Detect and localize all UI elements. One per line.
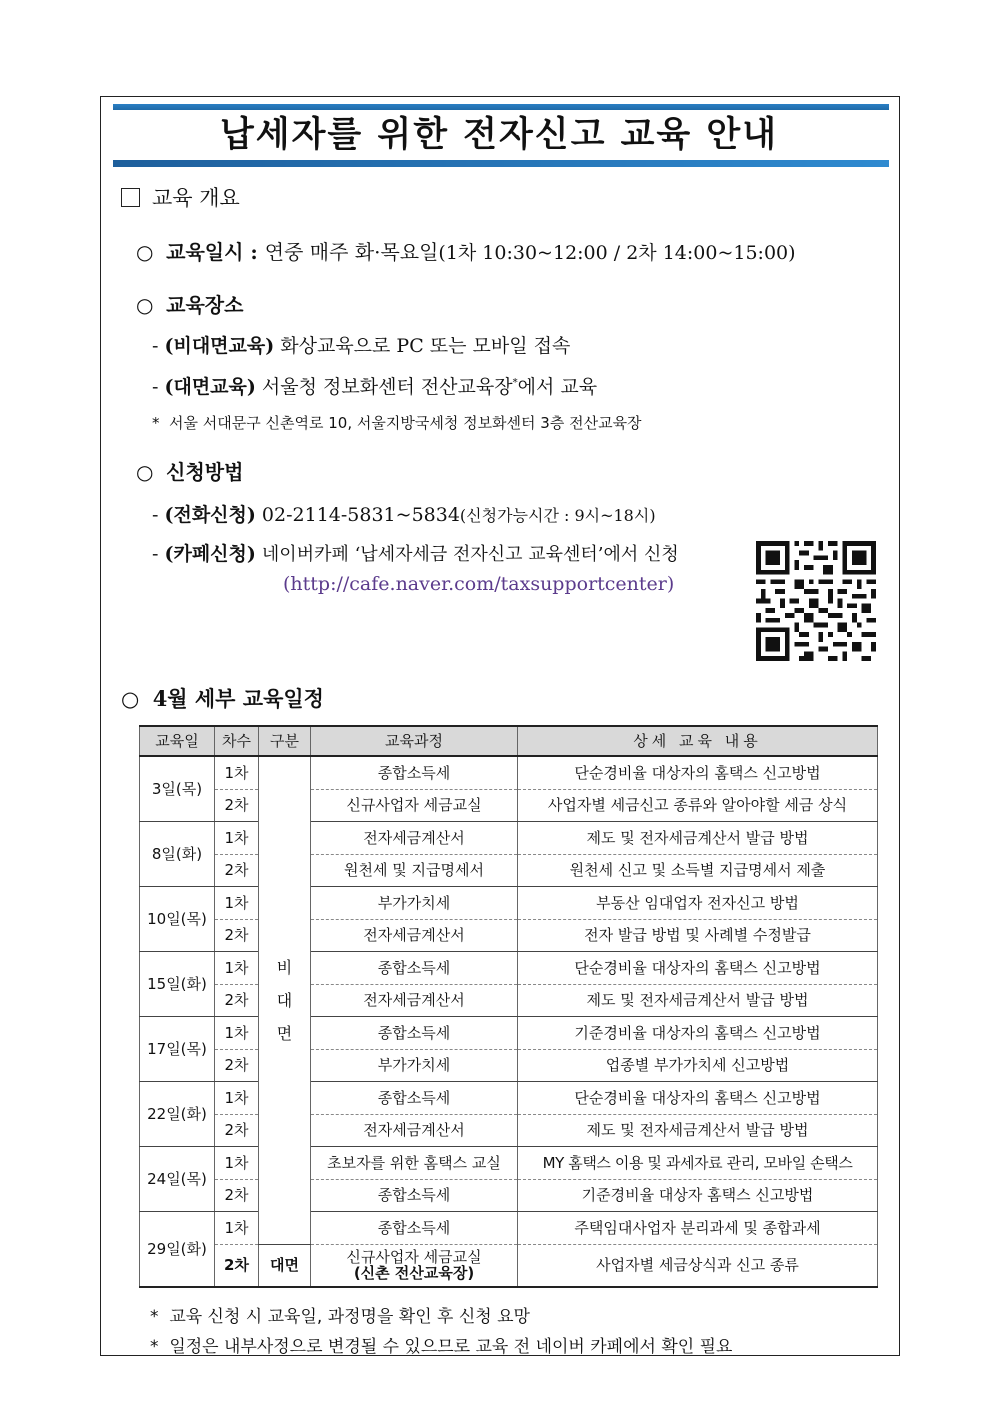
title-top-bar [113, 104, 889, 110]
round-cell: 2차 [215, 1179, 259, 1212]
detail-cell: 기준경비율 대상자의 홈택스 신고방법 [518, 1017, 878, 1050]
course-cell: 전자세금계산서 [311, 822, 518, 855]
column-header: 교육과정 [311, 726, 518, 756]
round-cell: 1차 [215, 887, 259, 920]
date-line: ○ 교육일시 : 연중 매주 화·목요일(1차 10:30~12:00 / 2차 14:00~15:00) [136, 240, 796, 264]
round-cell: 1차 [215, 1082, 259, 1115]
apply-heading: ○ 신청방법 [136, 460, 244, 484]
table-row [140, 1179, 878, 1212]
phone-line: - (전화신청) 02-2114-5831~5834(신청가능시간 : 9시~18시) [152, 504, 656, 526]
table-row [140, 1212, 878, 1245]
detail-cell: 업종별 부가가치세 신고방법 [518, 1049, 878, 1082]
course-cell: 전자세금계산서 [311, 984, 518, 1017]
note-line: * 일정은 내부사정으로 변경될 수 있으므로 교육 전 네이버 카페에서 확인 필요 [150, 1337, 733, 1357]
date-cell: 3일(목) [140, 756, 215, 822]
detail-cell: 사업자별 세금신고 종류와 알아야할 세금 상식 [518, 789, 878, 822]
round-cell: 1차 [215, 1017, 259, 1050]
table-row [140, 952, 878, 985]
round-cell: 1차 [215, 952, 259, 985]
detail-cell: 제도 및 전자세금계산서 발급 방법 [518, 1114, 878, 1147]
column-header: 상세 교육 내용 [518, 726, 878, 756]
column-header: 교육일 [140, 726, 215, 756]
table-row [140, 822, 878, 855]
detail-cell: 기준경비율 대상자 홈택스 신고방법 [518, 1179, 878, 1212]
table-row [140, 1017, 878, 1050]
date-cell: 8일(화) [140, 822, 215, 887]
table-row [140, 1049, 878, 1082]
type-cell: 대면 [259, 1244, 311, 1287]
offline-line: - (대면교육) 서울청 정보화센터 전산교육장*에서 교육 [152, 376, 598, 398]
course-cell: 초보자를 위한 홈택스 교실 [311, 1147, 518, 1180]
round-cell: 2차 [215, 1049, 259, 1082]
cafe-line: - (카페신청) 네이버카페 ‘납세자세금 전자신고 교육센터’에서 신청 [152, 543, 679, 565]
table-row [140, 1082, 878, 1115]
round-cell: 1차 [215, 822, 259, 855]
date-cell: 22일(화) [140, 1082, 215, 1147]
course-location: (신촌 전산교육장) [353, 1264, 475, 1282]
schedule-heading: ○ 4월 세부 교육일정 [121, 686, 324, 711]
cafe-url-link[interactable]: (http://cafe.naver.com/taxsupportcenter) [283, 573, 675, 595]
table-row [140, 756, 878, 789]
course-cell: 종합소득세 [311, 952, 518, 985]
detail-cell: 사업자별 세금상식과 신고 종류 [518, 1244, 878, 1287]
detail-cell: 원천세 신고 및 소득별 지급명세서 제출 [518, 854, 878, 887]
course-cell: 신규사업자 세금교실 [311, 789, 518, 822]
detail-cell: 단순경비율 대상자의 홈택스 신고방법 [518, 952, 878, 985]
round-cell: 2차 [215, 984, 259, 1017]
note-line: * 교육 신청 시 교육일, 과정명을 확인 후 신청 요망 [150, 1307, 530, 1327]
table-row [140, 984, 878, 1017]
place-heading: ○ 교육장소 [136, 293, 244, 317]
date-cell: 15일(화) [140, 952, 215, 1017]
round-cell: 1차 [215, 1147, 259, 1180]
date-cell: 24일(목) [140, 1147, 215, 1212]
detail-cell: 부동산 임대업자 전자신고 방법 [518, 887, 878, 920]
course-cell: 부가가치세 [311, 1049, 518, 1082]
course-cell: 종합소득세 [311, 1212, 518, 1245]
round-cell: 1차 [215, 756, 259, 789]
table-row [140, 887, 878, 920]
course-cell: 부가가치세 [311, 887, 518, 920]
table-header-row [140, 726, 878, 756]
page-title: 납세자를 위한 전자신고 교육 안내 [219, 115, 779, 155]
course-cell: 전자세금계산서 [311, 1114, 518, 1147]
round-cell: 2차 [215, 854, 259, 887]
round-cell: 2차 [215, 1114, 259, 1147]
overview-heading: 교육 개요 [121, 182, 240, 212]
date-cell: 17일(목) [140, 1017, 215, 1082]
circle-bullet-icon: ○ [121, 687, 140, 711]
table-row [140, 1114, 878, 1147]
course-cell [311, 1244, 518, 1287]
detail-cell: 주택임대사업자 분리과세 및 종합과세 [518, 1212, 878, 1245]
table-row [140, 1147, 878, 1180]
qr-code-icon[interactable] [756, 541, 876, 661]
course-name: 신규사업자 세금교실 [346, 1248, 482, 1266]
round-cell: 2차 [215, 1244, 259, 1287]
detail-cell: MY 홈택스 이용 및 과세자료 관리, 모바일 손택스 [518, 1147, 878, 1180]
circle-bullet-icon: ○ [136, 460, 154, 484]
detail-cell: 제도 및 전자세금계산서 발급 방법 [518, 984, 878, 1017]
column-header: 구분 [259, 726, 311, 756]
detail-cell: 전자 발급 방법 및 사례별 수정발급 [518, 919, 878, 952]
table-row [140, 854, 878, 887]
table-row [140, 919, 878, 952]
course-cell: 종합소득세 [311, 1017, 518, 1050]
title-bottom-bar [113, 160, 889, 167]
detail-cell: 제도 및 전자세금계산서 발급 방법 [518, 822, 878, 855]
round-cell: 1차 [215, 1212, 259, 1245]
table-row [140, 1244, 878, 1287]
detail-cell: 단순경비율 대상자의 홈택스 신고방법 [518, 1082, 878, 1115]
date-cell: 10일(목) [140, 887, 215, 952]
course-cell: 원천세 및 지급명세서 [311, 854, 518, 887]
detail-cell: 단순경비율 대상자의 홈택스 신고방법 [518, 756, 878, 789]
circle-bullet-icon: ○ [136, 293, 154, 317]
place-footnote: * 서울 서대문구 신촌역로 10, 서울지방국세청 정보화센터 3층 전산교육장 [152, 414, 642, 432]
course-cell: 종합소득세 [311, 1179, 518, 1212]
online-line: - (비대면교육) 화상교육으로 PC 또는 모바일 접속 [152, 335, 571, 357]
table-row [140, 789, 878, 822]
course-cell: 종합소득세 [311, 1082, 518, 1115]
round-cell: 2차 [215, 789, 259, 822]
column-header: 차수 [215, 726, 259, 756]
course-cell: 전자세금계산서 [311, 919, 518, 952]
circle-bullet-icon: ○ [136, 240, 154, 264]
type-cell-online: 비 대 면 [259, 756, 311, 1244]
course-cell: 종합소득세 [311, 756, 518, 789]
date-cell: 29일(화) [140, 1212, 215, 1287]
round-cell: 2차 [215, 919, 259, 952]
cafe-url-line [283, 573, 674, 595]
checkbox-square-icon [121, 188, 140, 207]
schedule-table [139, 725, 878, 1288]
